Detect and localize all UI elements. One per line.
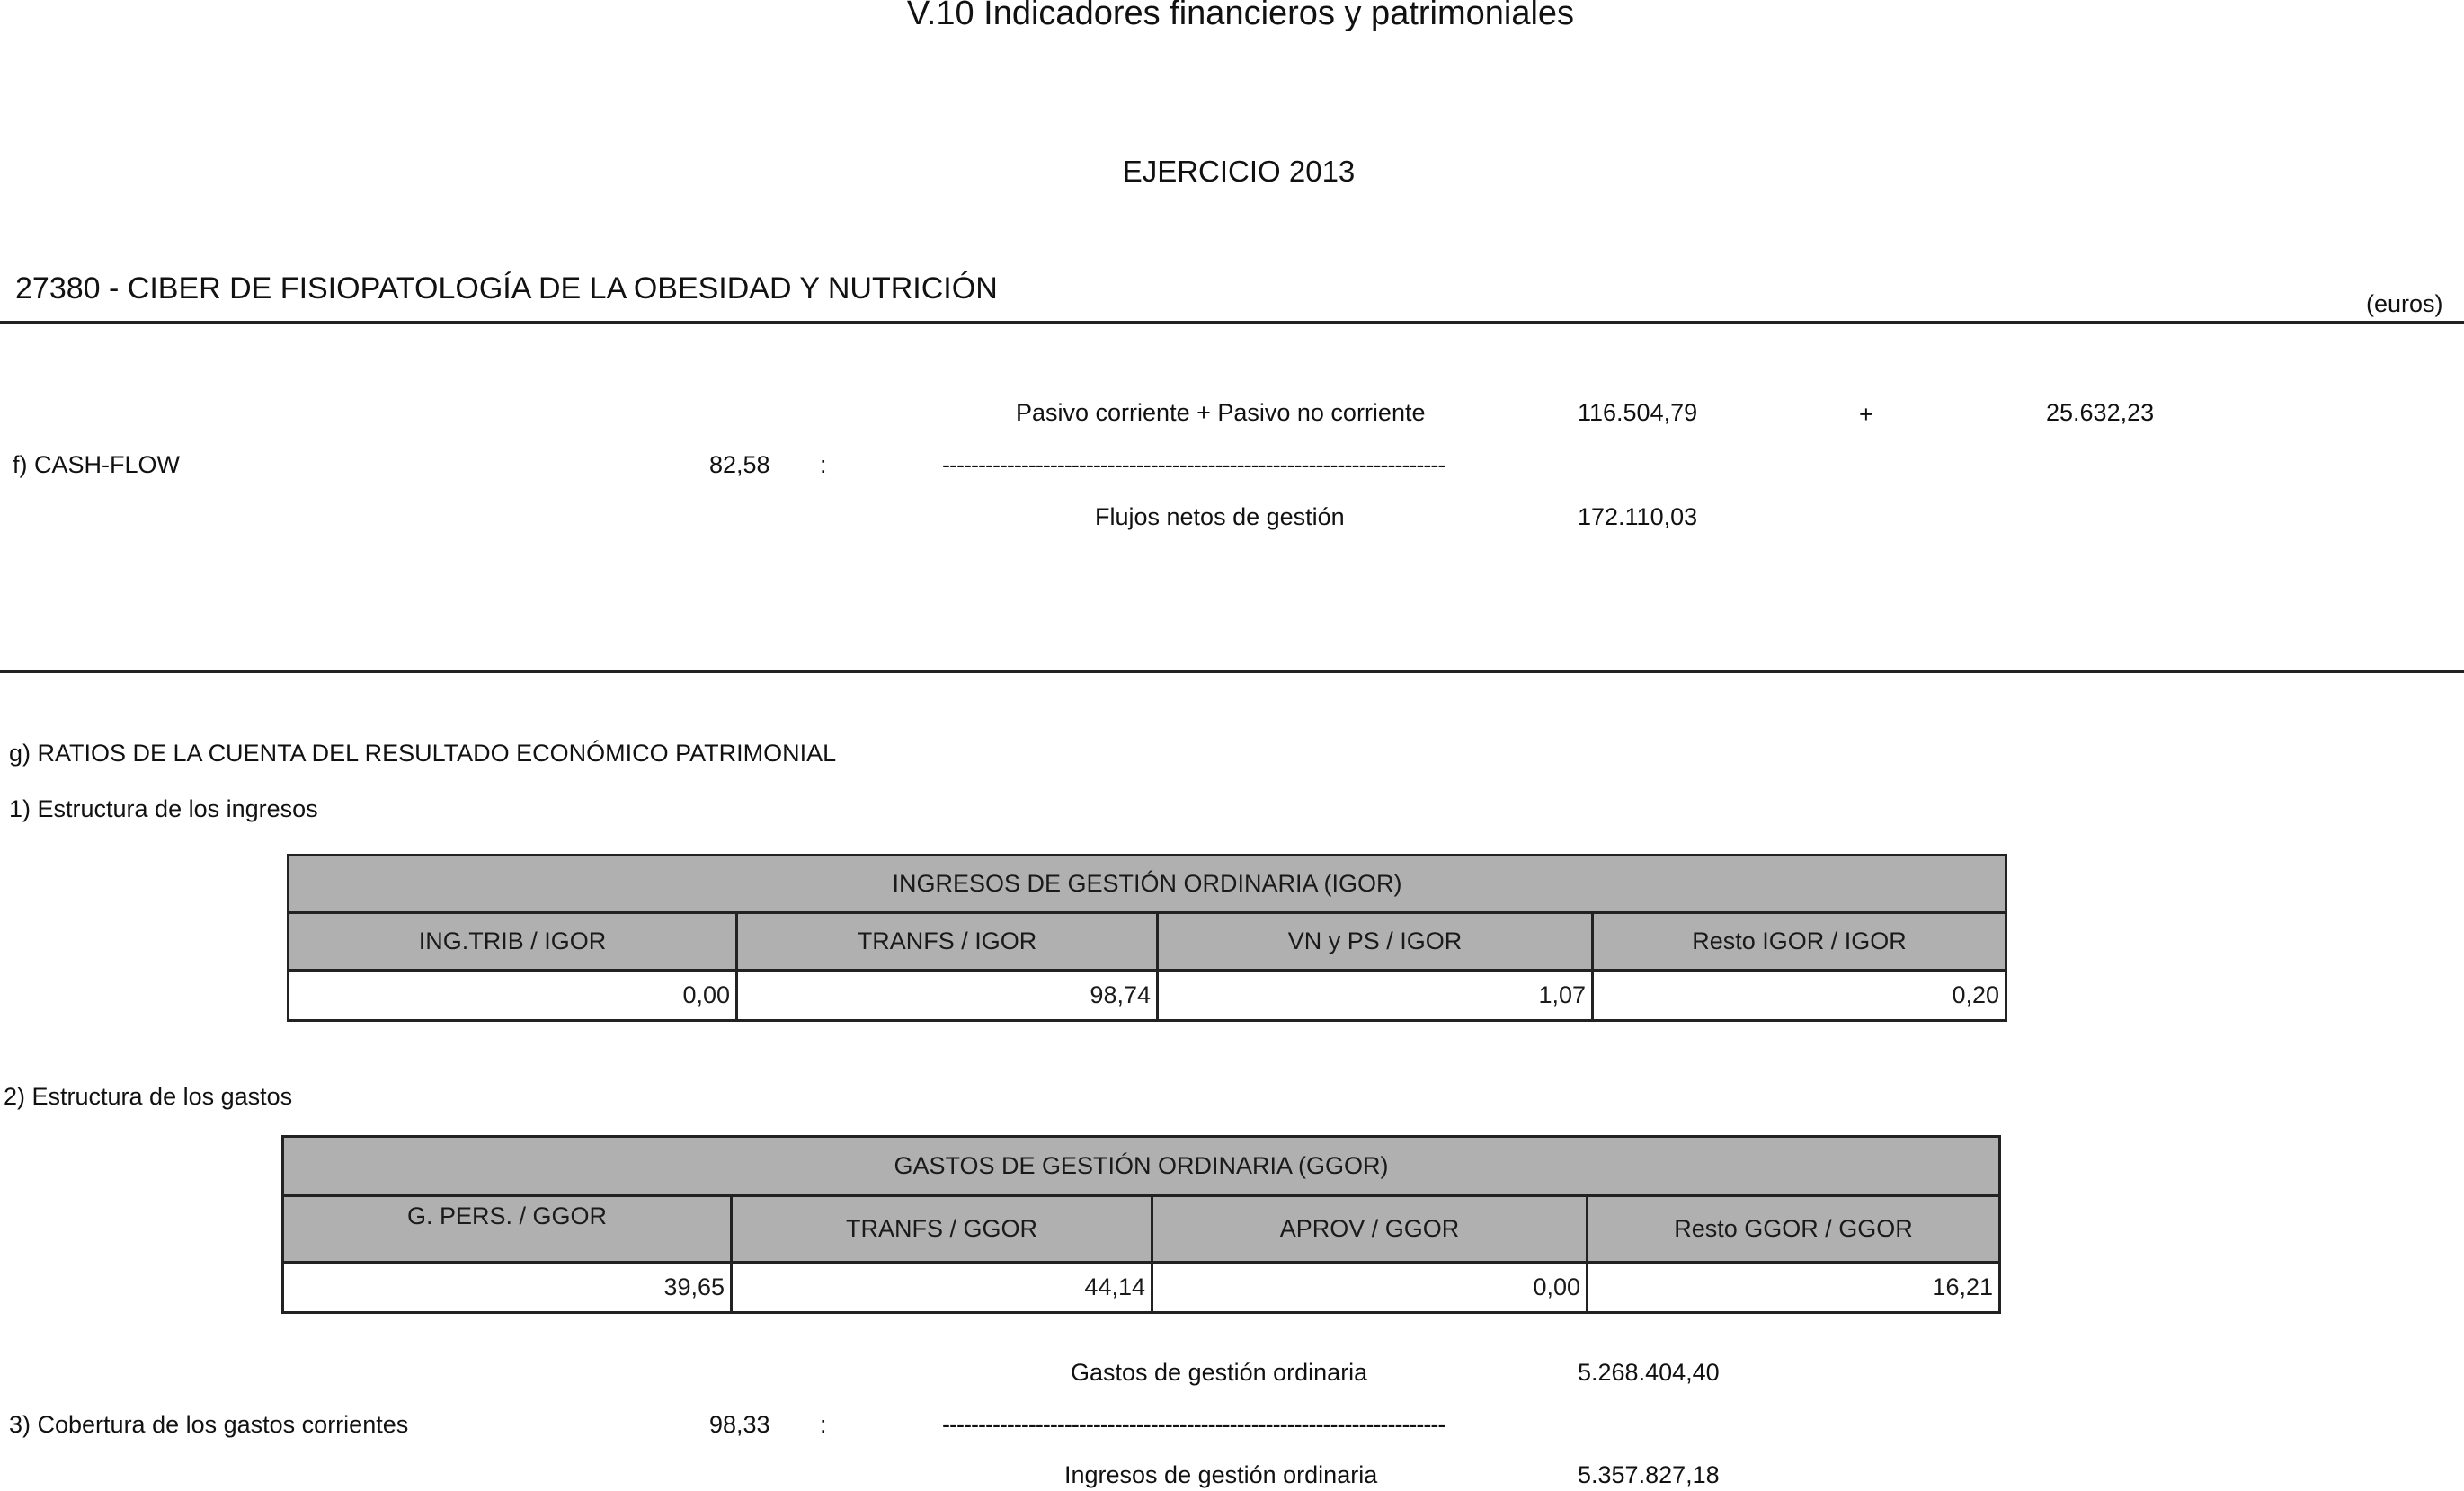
expenses-header-tranfs: TRANFS / GGOR [732, 1196, 1152, 1263]
header-divider [0, 321, 2464, 324]
page-title: V.10 Indicadores financieros y patrimoniales [906, 0, 1575, 32]
cashflow-colon: : [820, 451, 827, 478]
income-table-title: INGRESOS DE GESTIÓN ORDINARIA (IGOR) [289, 856, 2006, 913]
income-value-resto: 0,20 [1593, 971, 2006, 1021]
ratios-section-label: g) RATIOS DE LA CUENTA DEL RESULTADO ECONÓMICO PATRIMONIAL [9, 740, 837, 767]
income-value-tranfs: 98,74 [737, 971, 1158, 1021]
cashflow-numerator-label: Pasivo corriente + Pasivo no corriente [1016, 399, 1426, 426]
expenses-header-aprov: APROV / GGOR [1152, 1196, 1588, 1263]
cashflow-fraction-bar: ---------------------------------------------------------------------- [942, 451, 1445, 478]
coverage-colon: : [820, 1411, 827, 1438]
cashflow-plus-sign: + [1859, 401, 1873, 428]
fiscal-year: EJERCICIO 2013 [1122, 155, 1356, 188]
entity-name: 27380 - CIBER DE FISIOPATOLOGÍA DE LA OBESIDAD Y NUTRICIÓN [15, 271, 998, 306]
income-structure-label: 1) Estructura de los ingresos [9, 795, 318, 822]
cashflow-ratio-value: 82,58 [709, 451, 770, 478]
coverage-denominator-label: Ingresos de gestión ordinaria [1064, 1461, 1378, 1488]
cashflow-numerator-value-2: 25.632,23 [2046, 399, 2155, 426]
expenses-table-title: GASTOS DE GESTIÓN ORDINARIA (GGOR) [283, 1137, 2000, 1196]
expenses-value-aprov: 0,00 [1152, 1263, 1588, 1313]
expenses-value-g-pers: 39,65 [283, 1263, 732, 1313]
cashflow-denominator-value: 172.110,03 [1578, 503, 1698, 530]
coverage-numerator-label: Gastos de gestión ordinaria [1071, 1359, 1368, 1386]
income-header-resto: Resto IGOR / IGOR [1593, 913, 2006, 971]
income-header-ing-trib: ING.TRIB / IGOR [289, 913, 737, 971]
coverage-numerator-value: 5.268.404,40 [1578, 1359, 1720, 1386]
income-value-ing-trib: 0,00 [289, 971, 737, 1021]
expenses-header-resto: Resto GGOR / GGOR [1588, 1196, 2000, 1263]
income-header-tranfs: TRANFS / IGOR [737, 913, 1158, 971]
coverage-label: 3) Cobertura de los gastos corrientes [9, 1411, 409, 1438]
income-ratios-table [287, 854, 2007, 1022]
section-divider [0, 670, 2464, 673]
cashflow-label: f) CASH-FLOW [13, 451, 180, 478]
cashflow-numerator-value-1: 116.504,79 [1578, 399, 1698, 426]
expenses-value-tranfs: 44,14 [732, 1263, 1152, 1313]
coverage-ratio-value: 98,33 [709, 1411, 770, 1438]
income-value-vn-ps: 1,07 [1158, 971, 1593, 1021]
coverage-fraction-bar: ---------------------------------------------------------------------- [942, 1411, 1445, 1438]
expenses-structure-label: 2) Estructura de los gastos [4, 1083, 293, 1110]
currency-unit: (euros) [2366, 290, 2443, 317]
expenses-value-resto: 16,21 [1588, 1263, 2000, 1313]
income-header-vn-ps: VN y PS / IGOR [1158, 913, 1593, 971]
expenses-header-g-pers: G. PERS. / GGOR [283, 1196, 732, 1263]
expenses-ratios-table [281, 1135, 2001, 1314]
coverage-denominator-value: 5.357.827,18 [1578, 1461, 1720, 1488]
cashflow-denominator-label: Flujos netos de gestión [1095, 503, 1345, 530]
